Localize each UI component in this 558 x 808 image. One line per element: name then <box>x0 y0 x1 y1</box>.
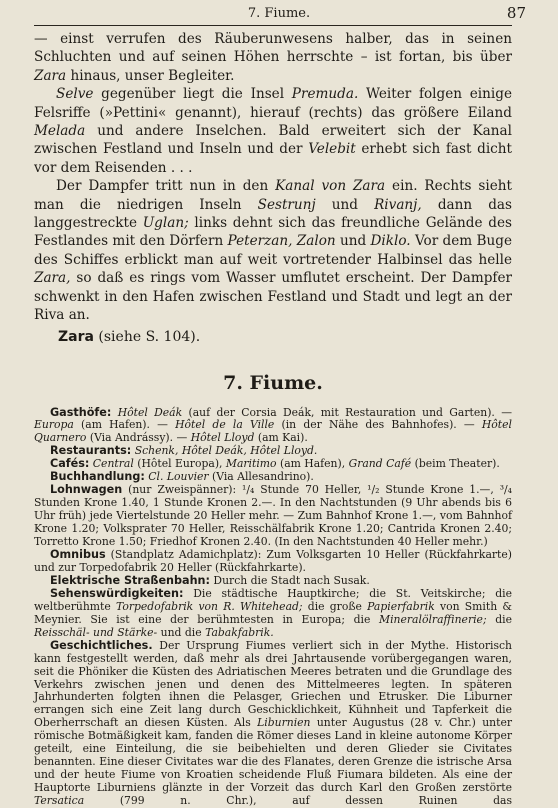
entry-gasthoefe: Gasthöfe: Hôtel Deák (auf der Corsia Deák, mit Restauration und Garten). — Europa (am Hafen). — Hôtel de la Ville (in der Nähe des Bahnhofes). — Hôtel Quarnero (Via Andrássy). — Hôtel Lloyd (am Kai). <box>34 405 513 445</box>
page-body <box>34 30 512 808</box>
entry-buchhandlung: Buchhandlung: Cl. Louvier (Via Allesandrino). <box>50 470 314 484</box>
page-number: 87 <box>506 4 526 22</box>
paragraph-selve: Selve gegenüber liegt die Insel Premuda. Weiter folgen einige Felsriffe (»Pettini« genannt), hierauf (rechts) das größere Eiland Melada und andere Inselchen. Bald erweitert sich der Kanal zwischen Festland und Inseln und der Velebit erhebt sich fast dicht vor dem Reisenden . . . <box>34 86 512 176</box>
chapter-title: 7. Fiume. <box>223 371 323 394</box>
running-title: 7. Fiume. <box>247 6 311 21</box>
entry-strassenbahn: Elektrische Straßenbahn: Durch die Stadt nach Susak. <box>50 573 370 587</box>
entry-cafes: Cafés: Central (Hôtel Europa), Maritimo (am Hafen), Grand Café (beim Theater). <box>50 457 500 471</box>
paragraph-intro: — einst verrufen des Räuberunwesens halber, das in seinen Schluchten und auf seinen Höhen herrschte – ist fortan, bis über Zara hinaus, unser Begleiter. <box>34 31 512 84</box>
paragraph-kanal: Der Dampfer tritt nun in den Kanal von Zara ein. Rechts sieht man die niedrigen Inseln Sestrunj und Rivanj, dann das langgestreckte Uglan; links dehnt sich das freundliche Gelände des Festlandes mit den Dörfern Peterzan, Zalon und Diklo. Vor dem Buge des Schiffes erblickt man auf weit vortretender Halbinsel das helle Zara, so daß es rings vom Wasser umflutet erscheint. Der Dampfer schwenkt in den Hafen zwischen Festland und Stadt und legt an der Riva an. <box>34 178 513 324</box>
entry-geschichtliches: Geschichtliches. Der Ursprung Fiumes verliert sich in der Mythe. Historisch kann festgestellt werden, daß mehr als drei Jahrtausende vorübergegangen waren, seit die Phöniker die Küsten des Adriatischen Meeres betraten und die Grundlage des Verkehrs zwischen jenen und denen des Mittelmeeres legten. In späteren Jahrhunderten folgten ihnen die Pelasger, Griechen und Etrusker. Die Liburner errangen sich eine Zeit lang durch Geschicklichkeit, Kühnheit und Tapferkeit die Oberherrschaft an diesen Küsten. Als Liburnien unter Augustus (28 v. Chr.) unter römische Botmäßigkeit kam, fanden die Römer dieses Land in kleine autonome Körper geteilt, eine Einteilung, die sie beibehielten und deren Glieder sie Civitates benannten. Eine dieser Civitates war die des Flanates, deren Grenze die istrische Arsa und der heute Fiume von Kroatien scheidende Fluß Fiumara bildeten. Als eine der Hauptorte Liburniens glänzte in der Vorzeit das durch Karl den Großen zerstörte Tersatica (799 n. Chr.), auf dessen Ruinen das <box>34 638 512 808</box>
entry-restaurants: Restaurants: Schenk, Hôtel Deák, Hôtel Lloyd. <box>50 444 318 458</box>
page-header <box>0 6 558 26</box>
entry-lohnwagen: Lohnwagen (nur Zweispänner): ¹/₄ Stunde 70 Heller, ¹/₂ Stunde Krone 1.—, ³/₄ Stunden Krone 1.40, 1 Stunde Kronen 2.—. In den Nachtstunden (9 Uhr abends bis 6 Uhr früh) jede Viertelstunde 20 Heller mehr. — Zum Bahnhof Krone 1.—, vom Bahnhof Krone 1.20; Volksprater 70 Heller, Reisschälfabrik Krone 1.20; Cantrida Kronen 2.40; Torretto Krone 1.50; Friedhof Kronen 2.40. (In den Nachtstunden 40 Heller mehr.) <box>34 483 512 549</box>
header-rule <box>34 25 512 26</box>
zara-reference: Zara (siehe S. 104). <box>58 328 201 345</box>
entry-omnibus: Omnibus (Standplatz Adamichplatz): Zum Volksgarten 10 Heller (Rückfahrkarte) und zur Torpedofabrik 20 Heller (Rückfahrkarte). <box>34 547 512 574</box>
entry-sehenswuerdigkeiten: Sehenswürdigkeiten: Die städtische Hauptkirche; die St. Veitskirche; die weltberühmte Torpedofabrik von R. Whitehead; die große Papierfabrik von Smith & Meynier. Sie ist eine der berühmtesten in Europa; die Mineralölraffinerie; die Reisschäl- und Stärke- und die Tabakfabrik. <box>34 586 513 639</box>
